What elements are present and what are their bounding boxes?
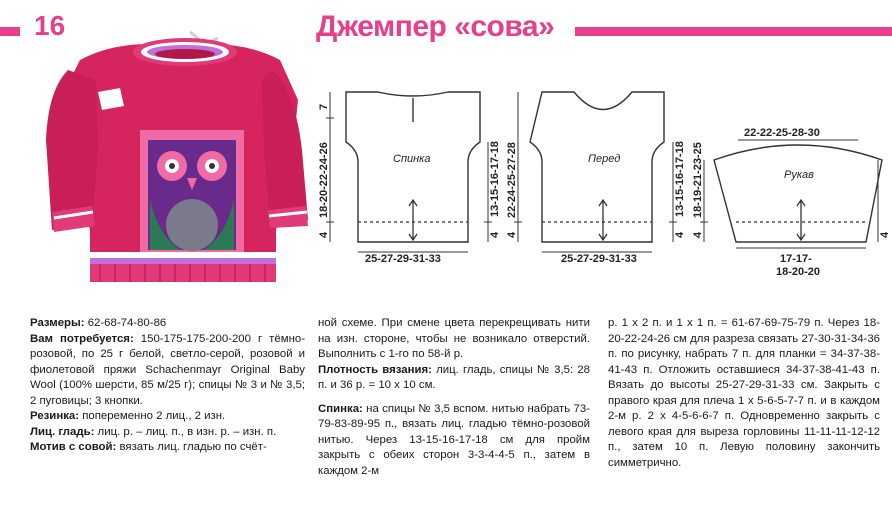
header-stripe-right [575,27,892,36]
sleeve-height: 18-19-21-23-25 [692,142,704,218]
back-height-top: 7 [318,103,330,110]
sleeve-rib-right: 4 [879,231,891,238]
text-column-1 [30,316,305,456]
back-continued-paragraph: р. 1 х 2 п. и 1 х 1 п. = 61-67-69-75-79 п. Через 18-20-22-24-26 см для разреза связать 27-30-31-34-36 п. по рисунку, набрать 7 п. для планки = 34-37-38-41-43 п. Отложить оставшиеся 34-37-38-41-43 п. Вязать до высоты 25-27-29-31-33 см. Закрыть с правого края для плеча 1 х 5-6-5-7-7 п. и в каждом 2-м р. 2 х 4-5-6-6-7 п. Одновременно закрыть с левого края для выреза горловины 11-11-11-12-12 п., затем 10 п. Левую половину закончить симметрично. [608,317,880,469]
front-height-main: 22-24-25-27-28 [506,142,518,218]
front-diagram [506,92,686,265]
motif-continued-paragraph: ной схеме. При смене цвета перекрещивать нити на изн. стороне, чтобы не возникало отверстий. Выполнить с 1-го по 58-й р. [318,317,590,360]
sleeve-diagram [692,127,891,278]
back-diagram [318,92,501,265]
back-paragraph: Спинка: на спицы № 3,5 вспом. нитью набрать 73-79-83-89-95 п., вязать лиц. гладью тёмно-розовой нитью. Через 13-15-16-17-18 см для пройм закрыть с обеих сторон 3-3-4-4-5 п., затем в каждом 2-м [318,402,590,477]
back-armhole: 13-15-16-17-18 [489,141,501,217]
back-label: Спинка [393,153,431,165]
rib-paragraph: Резинка: попеременно 2 лиц., 2 изн. [30,410,226,422]
text-column-2 [318,316,590,479]
text-column-3 [608,316,880,471]
owl-motif-paragraph: Мотив с совой: вязать лиц. гладью по счёт- [30,441,267,453]
stockinette-paragraph: Лиц. гладь: лиц. р. – лиц. п., в изн. р. – изн. п. [30,425,277,438]
sleeve-bottom-width-2: 18-20-20 [776,266,821,278]
materials-paragraph: Вам потребуется: 150-175-175-200-200 г тёмно-розовой, по 25 г белой, светло-серой, розовой и фиолетовой пряжи Schachenmayr Original Baby Wool (100% шерсти, 85 м/25 г); спицы № 3 и № 3,5; 2 пуговицы; 3 кнопки. [30,332,305,407]
front-armhole: 13-15-16-17-18 [674,141,686,217]
sleeve-bottom-width-1: 17-17- [780,253,812,265]
front-label: Перед [588,153,621,165]
sleeve-top-width: 22-22-25-28-30 [744,127,820,139]
sweater-photo [40,30,310,300]
gauge-paragraph: Плотность вязания: лиц. гладь, спицы № 3,5: 28 п. и 36 р. = 10 х 10 см. [318,363,590,391]
front-rib-right: 4 [674,231,686,238]
back-height-main: 18-20-22-24-26 [318,142,330,218]
back-width: 25-27-29-31-33 [365,253,441,265]
back-rib-right: 4 [489,231,501,238]
sleeve-label: Рукав [784,169,814,181]
sleeve-rib-left: 4 [692,231,704,238]
page-title: Джемпер «сова» [316,10,555,43]
front-width: 25-27-29-31-33 [561,253,637,265]
pattern-diagrams [318,82,892,282]
back-rib-height: 4 [318,231,330,238]
front-rib-height: 4 [506,231,518,238]
sizes-paragraph: Размеры: 62-68-74-80-86 [30,317,167,329]
pattern-number: 16 [34,10,66,41]
